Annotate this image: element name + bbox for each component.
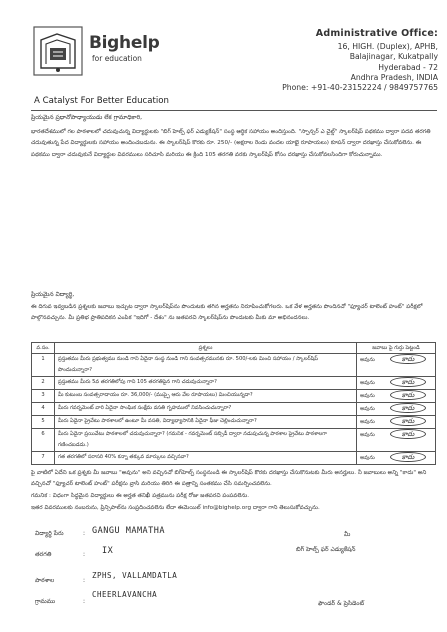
row-question: మీరు గవర్నమెంట్ వారి ఏదైనా సాంఘిక సంక్షేమ వసతి గృహములో నివసించుచున్నారా? (55, 403, 357, 416)
row-question: మీ కుటుంబ సంవత్సరాదాయం రూ. 36,000/- (ముప్పై ఆరు వేల రూపాయలు) మించియున్నదా? (55, 390, 357, 403)
no-option-circled[interactable]: కాదు (390, 403, 426, 413)
no-option-circled[interactable]: కాదు (390, 416, 426, 426)
row-question: మీరు ఏదైనా ప్రయివేటు పాఠశాలలో చదువుచున్నారా? (గమనిక - గవర్నమెంట్ సబ్సిడీ ద్వారా నడుపుచున్న పాఠశాల ప్రైవేటు పాఠశాలగా గణించబడదు.) (55, 429, 357, 452)
office-line: Andhra Pradesh, INDIA (350, 72, 438, 82)
closing-paragraph: పై వాటిలో ఏదేని ఒక ప్రశ్నకు మీ జవాబు "అవును" అని వచ్చినచో బిగ్‌హెల్ప్ సంస్థనుండి ఈ స్కాలర్‌షిప్ కొరకు దరఖాస్తు చేసుకొనుటకు మీరు అనర్హులు. నీ జవాబులు అన్ని "కాదు" అని వచ్చినచో "ఫ్యూచర్ టాలెంట్ హంట్" పరీక్షను వ్రాసి మరియు తిరిగి ఈ పత్రాన్ని సంతకము చేసి సమర్పించవలెను. (31, 470, 427, 488)
student-salutation: ప్రియమైన విద్యార్థి, (31, 291, 75, 298)
row-number: 3 (32, 390, 55, 403)
table-row (32, 403, 436, 416)
no-option-circled[interactable]: కాదు (390, 390, 426, 400)
no-option-circled[interactable]: కాదు (390, 452, 426, 462)
no-option-circled[interactable]: కాదు (390, 429, 426, 439)
yes-option[interactable]: అవును (360, 406, 375, 412)
col-answer-header: జవాబు పై గుర్తు పెట్టండి (357, 343, 436, 354)
table-row (32, 429, 436, 452)
tagline: A Catalyst For Better Education (34, 96, 169, 106)
row-answer[interactable] (357, 354, 436, 377)
row-number: 7 (32, 452, 55, 465)
brand-name: Bighelp (89, 33, 160, 53)
office-address (282, 29, 438, 93)
row-answer[interactable] (357, 416, 436, 429)
row-number: 2 (32, 377, 55, 390)
intro-paragraph: భారతదేశములో గల పాఠశాలలో చదువుచున్న విద్యార్థులకు "బిగ్ హెల్ప్ ఫర్ ఎడ్యుకేషన్" సంస్థ ఆర్థిక సహాయం అందిస్తుంది. "స్పాన్సర్ ఎ చైల్డ్" స్కాలర్‌షిప్ పథకము ద్వారా పదవ తరగతి చదువుతున్న పేద విద్యార్థులకు సహాయం అందించబడును. ఈ స్కాలర్‌షిప్ కొరకు రూ. 250/- (అక్షరాల రెండు వందల యాభై రూపాయలు) కూపన్ ద్వారా దరఖాస్తు చేసుకోవలెను. ఈ పథకము ద్వారా చదువుకునే విద్యార్థుల వివరములు సరిచూసి మరియు ఈ క్రింది 105 తరగతి వరకు స్కాలర్‌షిప్ కోసం దరఖాస్తు చేసుకోవలసిందిగా కోరుచున్నాము. (31, 129, 431, 158)
intro-salutation: ప్రియమైన ప్రధానోపాధ్యాయుడు లేక గ్రామాధికారి, (31, 114, 143, 121)
row-answer[interactable] (357, 390, 436, 403)
class-field: తరగతి : (35, 551, 86, 558)
header-divider (31, 110, 437, 111)
office-title: Administrative Office: (315, 28, 438, 39)
school-field: పాఠశాల : (35, 577, 86, 584)
row-answer[interactable] (357, 429, 436, 452)
table-row (32, 354, 436, 377)
table-row (32, 390, 436, 403)
village-value[interactable]: CHEERLAVANCHA (92, 590, 158, 599)
row-number: 6 (32, 429, 55, 452)
village-field: గ్రామము : (35, 598, 86, 605)
class-label: తరగతి (35, 551, 52, 558)
no-option-circled[interactable]: కాదు (390, 377, 426, 387)
signature-role: ఫౌండర్ & ప్రెసిడెంట్ (318, 600, 365, 607)
yes-option[interactable]: అవును (360, 357, 375, 363)
brand-subtitle: for education (92, 54, 142, 63)
row-question: ప్రస్తుతము మీరు 5వ తరగతిలోపు గాని 105 తరగతిపైన గాని చదువుచున్నారా? (55, 377, 357, 390)
row-number: 1 (32, 354, 55, 377)
row-question: మీరు ఏదైనా ప్రైవేటు పాఠశాలలో ఉంటూ మీ వసతి, విద్యాభ్యాసానికి ఏదైనా ఫీజు చెల్లించుచున్నారా? (55, 416, 357, 429)
class-value[interactable]: IX (102, 546, 114, 556)
signature-org: బిగ్ హెల్ప్ ఫర్ ఎడ్యుకేషన్ (296, 546, 356, 553)
office-line: Hyderabad - 72 (378, 62, 438, 72)
office-phone: Phone: +91-40-23152224 / 9849757765 (282, 83, 438, 93)
row-answer[interactable] (357, 452, 436, 465)
office-line: 16, HIGH. (Duplex), APHB, (337, 42, 438, 52)
row-question: ప్రస్తుతము మీరు ప్రభుత్వము నుండి గాని ఏదైనా సంస్థ నుండి గాని సంవత్సరమునకు రూ. 500/-లకు మించి సహాయం / స్కాలర్‌షిప్ పొందుచున్నారా? (55, 354, 357, 377)
no-option-circled[interactable]: కాదు (390, 354, 426, 364)
table-header-row (32, 343, 436, 354)
student-paragraph: ఈ దిగువ ఇవ్వబడిన ప్రశ్నలకు జవాబు ఇచ్చుట ద్వారా స్కాలర్‌షిప్‌ను పొందుటకు తగిన అర్హతను నిరూపించుకోగలరు. ఒక వేళ అర్హతను పొందినచో "ఫ్యూచర్ టాలెంట్ హంట్" పరీక్షలో పాల్గొనవచ్చును. మీ ప్రతిభ ప్రాతిపదికన ఎంపిక "ఇదిగో - దేశం" ను జతపరచి స్కాలర్‌షిప్‌ను పొందుటకు మీకు మా అభినందనలు. (31, 304, 423, 322)
table-row (32, 452, 436, 465)
student-name-value[interactable]: GANGU MAMATHA (92, 526, 166, 536)
col-number-header: వ.సం. (32, 343, 55, 354)
closing-contact: ఇతర వివరములకు నంబరును, ప్రిన్సిపాల్‌ను సంప్రదించవలెను లేదా ఈమెయిల్ info@bighelp.org ద్వారా గాని తెలుసుకోవచ్చును. (31, 505, 320, 511)
row-answer[interactable] (357, 377, 436, 390)
table-row (32, 416, 436, 429)
closing-note: గమనిక : విధంగా సిద్ధమైన విద్యార్థులు ఈ అర్హత తనిఖీ పత్రమును పరీక్ష రోజు జతపరచి పంపవలెను. (31, 493, 250, 499)
yes-option[interactable]: అవును (360, 380, 375, 386)
yes-option[interactable]: అవును (360, 432, 375, 438)
student-name-field: విద్యార్థి పేరు : (35, 530, 86, 537)
student-name-label: విద్యార్థి పేరు (35, 530, 64, 537)
row-number: 5 (32, 416, 55, 429)
eligibility-table (31, 342, 436, 465)
bighelp-logo-icon (33, 26, 83, 76)
table-row (32, 377, 436, 390)
row-question: గత తరగతిలో సరాసరి 40% కన్నా తక్కువ మార్కులు వచ్చినవా? (55, 452, 357, 465)
school-label: పాఠశాల (35, 577, 55, 584)
yes-option[interactable]: అవును (360, 419, 375, 425)
office-line: Balajinagar, Kukatpally (349, 52, 438, 62)
row-answer[interactable] (357, 403, 436, 416)
signature-yours: మీ (344, 531, 351, 538)
row-number: 4 (32, 403, 55, 416)
village-label: గ్రామము (35, 598, 56, 605)
school-value[interactable]: ZPHS, VALLAMDATLA (92, 571, 178, 580)
yes-option[interactable]: అవును (360, 455, 375, 461)
col-question-header: ప్రశ్నలు (55, 343, 357, 354)
yes-option[interactable]: అవును (360, 393, 375, 399)
